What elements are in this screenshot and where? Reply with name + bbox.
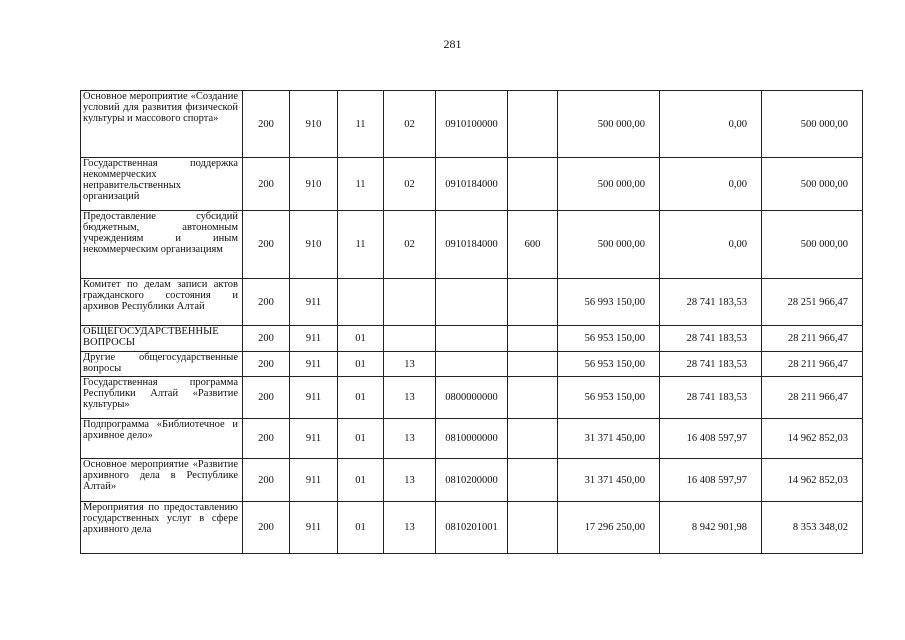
plan-cell: 500 000,00 (558, 158, 660, 211)
rz-cell: 11 (338, 211, 384, 279)
rz-cell: 11 (338, 91, 384, 158)
table-row (81, 502, 863, 554)
amount1-cell: 16 408 597,97 (660, 419, 762, 459)
plan-cell: 56 953 150,00 (558, 377, 660, 419)
rz-cell: 01 (338, 326, 384, 352)
amount1-cell: 8 942 901,98 (660, 502, 762, 554)
amount1-cell: 16 408 597,97 (660, 459, 762, 502)
amount1-cell: 0,00 (660, 158, 762, 211)
amount2-cell: 28 211 966,47 (762, 352, 863, 377)
amount1-cell: 0,00 (660, 91, 762, 158)
grbs-cell: 911 (290, 326, 338, 352)
amount1-cell: 28 741 183,53 (660, 377, 762, 419)
vr-cell (508, 91, 558, 158)
table-row (81, 91, 863, 158)
amount1-cell: 28 741 183,53 (660, 279, 762, 326)
pr-cell: 02 (384, 211, 436, 279)
rz-cell: 01 (338, 459, 384, 502)
plan-cell: 500 000,00 (558, 91, 660, 158)
vr-cell (508, 352, 558, 377)
grbs-cell: 911 (290, 352, 338, 377)
csr-cell: 0910100000 (436, 91, 508, 158)
ved-cell: 200 (243, 377, 290, 419)
amount1-cell: 28 741 183,53 (660, 326, 762, 352)
csr-cell: 0810000000 (436, 419, 508, 459)
row-name: ОБЩЕГОСУДАРСТВЕННЫЕ ВОПРОСЫ (81, 326, 243, 352)
vr-cell (508, 502, 558, 554)
amount2-cell: 500 000,00 (762, 91, 863, 158)
page-number: 281 (443, 37, 462, 51)
amount1-cell: 0,00 (660, 211, 762, 279)
amount1-cell: 28 741 183,53 (660, 352, 762, 377)
table-row (81, 419, 863, 459)
pr-cell: 13 (384, 352, 436, 377)
table-row (81, 211, 863, 279)
amount2-cell: 14 962 852,03 (762, 459, 863, 502)
grbs-cell: 911 (290, 502, 338, 554)
pr-cell: 13 (384, 377, 436, 419)
amount2-cell: 28 251 966,47 (762, 279, 863, 326)
amount2-cell: 14 962 852,03 (762, 419, 863, 459)
amount2-cell: 28 211 966,47 (762, 377, 863, 419)
vr-cell: 600 (508, 211, 558, 279)
grbs-cell: 911 (290, 419, 338, 459)
grbs-cell: 911 (290, 459, 338, 502)
csr-cell (436, 279, 508, 326)
csr-cell (436, 352, 508, 377)
csr-cell: 0910184000 (436, 211, 508, 279)
ved-cell: 200 (243, 91, 290, 158)
ved-cell: 200 (243, 211, 290, 279)
table-row (81, 459, 863, 502)
vr-cell (508, 459, 558, 502)
amount2-cell: 28 211 966,47 (762, 326, 863, 352)
csr-cell: 0810200000 (436, 459, 508, 502)
table-row (81, 158, 863, 211)
pr-cell: 13 (384, 419, 436, 459)
ved-cell: 200 (243, 158, 290, 211)
pr-cell: 13 (384, 502, 436, 554)
row-name: Предоставление субсидий бюджетным, автономным учреждениям и иным некоммерческим организациям (81, 211, 243, 279)
rz-cell: 01 (338, 377, 384, 419)
row-name: Государственная поддержка некоммерческих неправительственных организаций (81, 158, 243, 211)
pr-cell (384, 279, 436, 326)
row-name: Государственная программа Республики Алтай «Развитие культуры» (81, 377, 243, 419)
table-row (81, 326, 863, 352)
pr-cell: 13 (384, 459, 436, 502)
amount2-cell: 500 000,00 (762, 211, 863, 279)
pr-cell: 02 (384, 91, 436, 158)
table-row (81, 352, 863, 377)
amount2-cell: 500 000,00 (762, 158, 863, 211)
vr-cell (508, 158, 558, 211)
grbs-cell: 910 (290, 158, 338, 211)
vr-cell (508, 326, 558, 352)
rz-cell: 01 (338, 502, 384, 554)
vr-cell (508, 419, 558, 459)
plan-cell: 56 993 150,00 (558, 279, 660, 326)
grbs-cell: 910 (290, 211, 338, 279)
ved-cell: 200 (243, 459, 290, 502)
plan-cell: 17 296 250,00 (558, 502, 660, 554)
csr-cell: 0800000000 (436, 377, 508, 419)
rz-cell: 01 (338, 419, 384, 459)
rz-cell (338, 279, 384, 326)
row-name: Основное мероприятие «Развитие архивного дела в Республике Алтай» (81, 459, 243, 502)
plan-cell: 56 953 150,00 (558, 326, 660, 352)
row-name: Комитет по делам записи актов гражданского состояния и архивов Республики Алтай (81, 279, 243, 326)
vr-cell (508, 279, 558, 326)
pr-cell (384, 326, 436, 352)
csr-cell: 0910184000 (436, 158, 508, 211)
row-name: Мероприятия по предоставлению государственных услуг в сфере архивного дела (81, 502, 243, 554)
row-name: Основное мероприятие «Создание условий для развития физической культуры и массового спорта» (81, 91, 243, 158)
table-row (81, 279, 863, 326)
ved-cell: 200 (243, 326, 290, 352)
grbs-cell: 911 (290, 279, 338, 326)
ved-cell: 200 (243, 502, 290, 554)
table-row (81, 377, 863, 419)
ved-cell: 200 (243, 419, 290, 459)
row-name: Подпрограмма «Библиотечное и архивное дело» (81, 419, 243, 459)
plan-cell: 31 371 450,00 (558, 459, 660, 502)
row-name: Другие общегосударственные вопросы (81, 352, 243, 377)
grbs-cell: 911 (290, 377, 338, 419)
ved-cell: 200 (243, 279, 290, 326)
csr-cell (436, 326, 508, 352)
ved-cell: 200 (243, 352, 290, 377)
csr-cell: 0810201001 (436, 502, 508, 554)
vr-cell (508, 377, 558, 419)
rz-cell: 11 (338, 158, 384, 211)
rz-cell: 01 (338, 352, 384, 377)
plan-cell: 500 000,00 (558, 211, 660, 279)
pr-cell: 02 (384, 158, 436, 211)
grbs-cell: 910 (290, 91, 338, 158)
plan-cell: 31 371 450,00 (558, 419, 660, 459)
budget-table (80, 90, 863, 554)
amount2-cell: 8 353 348,02 (762, 502, 863, 554)
plan-cell: 56 953 150,00 (558, 352, 660, 377)
